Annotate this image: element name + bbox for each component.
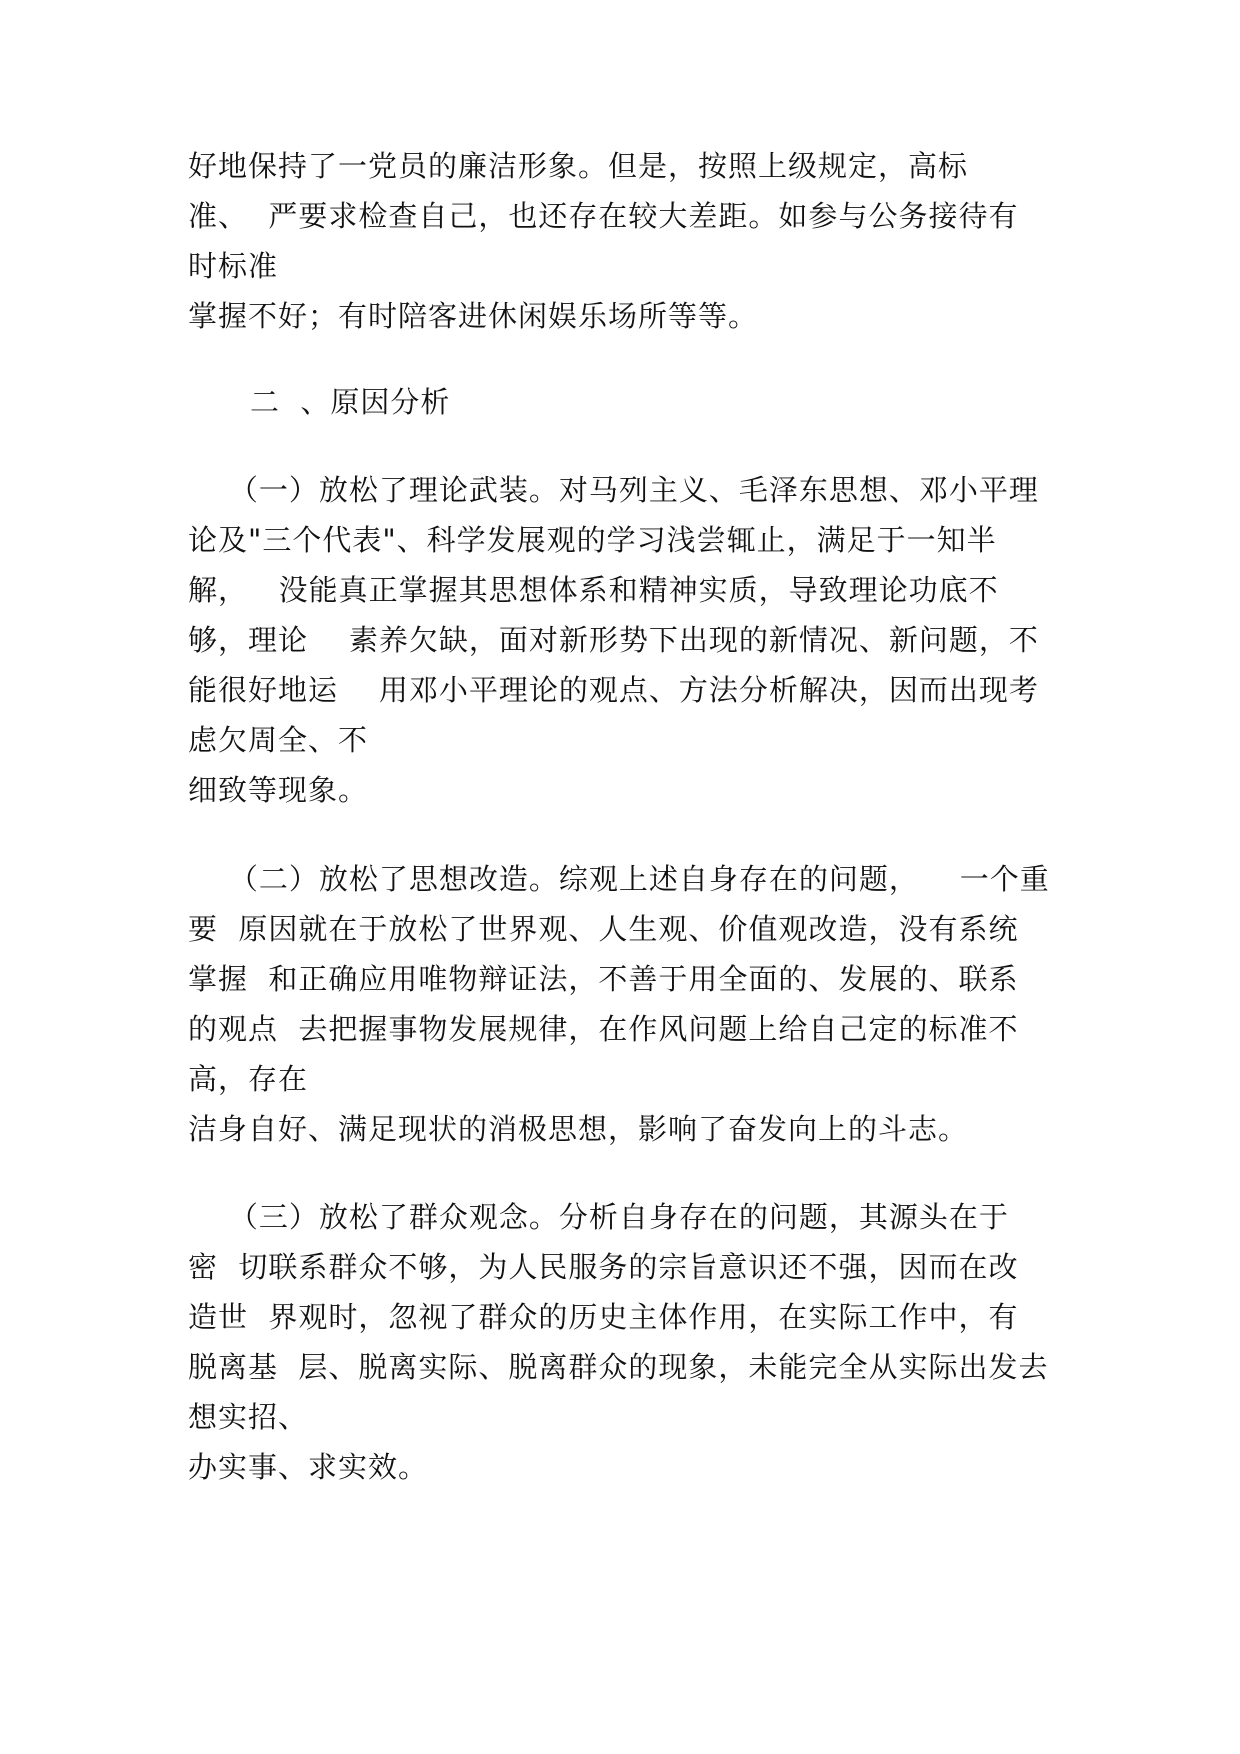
paragraph-line: 虑欠周全、不 — [188, 723, 369, 757]
paragraph-line: 掌握 和正确应用唯物辩证法，不善于用全面的、发展的、联系 — [188, 962, 1019, 996]
paragraph-line: 掌握不好；有时陪客进休闲娱乐场所等等。 — [188, 299, 759, 333]
paragraph-line: 造世 界观时，忽视了群众的历史主体作用，在实际工作中，有 — [188, 1300, 1019, 1334]
paragraph-line: 解， 没能真正掌握其思想体系和精神实质，导致理论功底不 — [188, 573, 999, 607]
paragraph-line: 细致等现象。 — [188, 773, 369, 807]
paragraph-line: （二）放松了思想改造。综观上述自身存在的问题， 一个重 — [188, 862, 1050, 896]
paragraph-line: 论及"三个代表"、科学发展观的学习浅尝辄止，满足于一知半 — [188, 523, 997, 557]
paragraph-line: 的观点 去把握事物发展规律，在作风问题上给自己定的标准不 — [188, 1012, 1019, 1046]
paragraph-line: 好地保持了一党员的廉洁形象。但是，按照上级规定，高标 — [188, 149, 969, 183]
paragraph-line: （一）放松了理论武装。对马列主义、毛泽东思想、邓小平理 — [188, 473, 1039, 507]
paragraph-line: （三）放松了群众观念。分析自身存在的问题，其源头在于 — [188, 1200, 1009, 1234]
paragraph-line: 办实事、求实效。 — [188, 1450, 429, 1484]
paragraph-line: 洁身自好、满足现状的消极思想，影响了奋发向上的斗志。 — [188, 1112, 969, 1146]
paragraph-line: 准、 严要求检查自己，也还存在较大差距。如参与公务接待有 — [188, 199, 1019, 233]
paragraph-line: 想实招、 — [188, 1400, 309, 1434]
section-heading: 二 、原因分析 — [250, 385, 451, 419]
paragraph-line: 要 原因就在于放松了世界观、人生观、价值观改造，没有系统 — [188, 912, 1019, 946]
paragraph-line: 脱离基 层、脱离实际、脱离群众的现象，未能完全从实际出发去 — [188, 1350, 1049, 1384]
paragraph-line: 高，存在 — [188, 1062, 309, 1096]
paragraph-line: 时标准 — [188, 249, 279, 283]
paragraph-line: 够，理论 素养欠缺，面对新形势下出现的新情况、新问题，不 — [188, 623, 1039, 657]
paragraph-line: 能很好地运 用邓小平理论的观点、方法分析解决，因而出现考 — [188, 673, 1039, 707]
paragraph-line: 密 切联系群众不够，为人民服务的宗旨意识还不强，因而在改 — [188, 1250, 1019, 1284]
